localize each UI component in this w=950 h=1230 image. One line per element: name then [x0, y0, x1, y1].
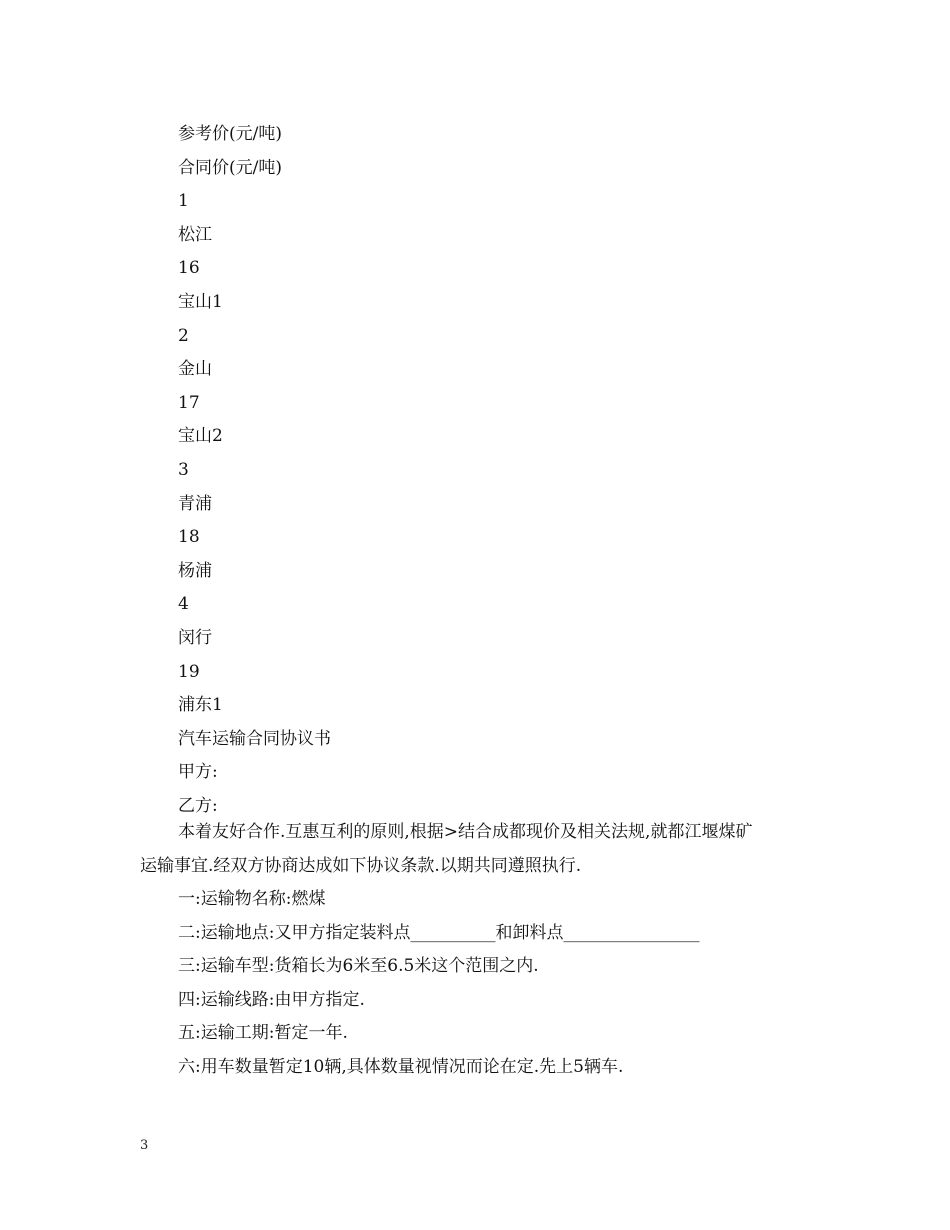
table-line: 参考价(元/吨) [178, 124, 282, 144]
contract-intro-paragraph [140, 816, 830, 883]
table-line: 16 [178, 258, 200, 279]
table-line: 4 [178, 594, 189, 615]
table-line: 浦东1 [178, 695, 223, 716]
contract-clauses [178, 883, 838, 1085]
clause-item: 一:运输物名称:燃煤 [178, 889, 326, 909]
party-a-label: 甲方: [178, 762, 218, 783]
contract-title: 汽车运输合同协议书 [178, 728, 331, 749]
table-line: 杨浦 [178, 560, 212, 581]
party-b-label: 乙方: [178, 795, 218, 816]
table-line: 1 [178, 191, 189, 212]
table-line: 2 [178, 325, 189, 346]
table-line: 闵行 [178, 627, 212, 648]
table-line: 18 [178, 527, 200, 548]
table-line: 宝山1 [178, 291, 223, 312]
clause-item: 三:运输车型:货箱长为6米至6.5米这个范围之内. [178, 956, 539, 977]
clause-item: 六:用车数量暂定10辆,具体数量视情况而论在定.先上5辆车. [178, 1056, 624, 1077]
table-line: 合同价(元/吨) [178, 157, 282, 178]
clause-item: 五:运输工期:暂定一年. [178, 1023, 348, 1044]
intro-line-1: 本着友好合作.互惠互利的原则,根据>结合成都现价及相关法规,就都江堰煤矿 [178, 822, 753, 842]
table-line: 3 [178, 459, 189, 480]
intro-line-2: 运输事宜.经双方协商达成如下协议条款.以期共同遵照执行. [140, 855, 582, 876]
clause-item: 四:运输线路:由甲方指定. [178, 989, 365, 1010]
table-line: 宝山2 [178, 426, 223, 447]
table-fragment-lines [178, 118, 838, 823]
page-number: 3 [140, 1138, 149, 1153]
table-line: 松江 [178, 224, 212, 245]
table-line: 金山 [178, 359, 212, 380]
table-line: 青浦 [178, 493, 212, 514]
table-line: 19 [178, 661, 200, 682]
clause-item: 二:运输地点:又甲方指定装料点__________和卸料点________________ [178, 922, 700, 943]
table-line: 17 [178, 392, 200, 413]
